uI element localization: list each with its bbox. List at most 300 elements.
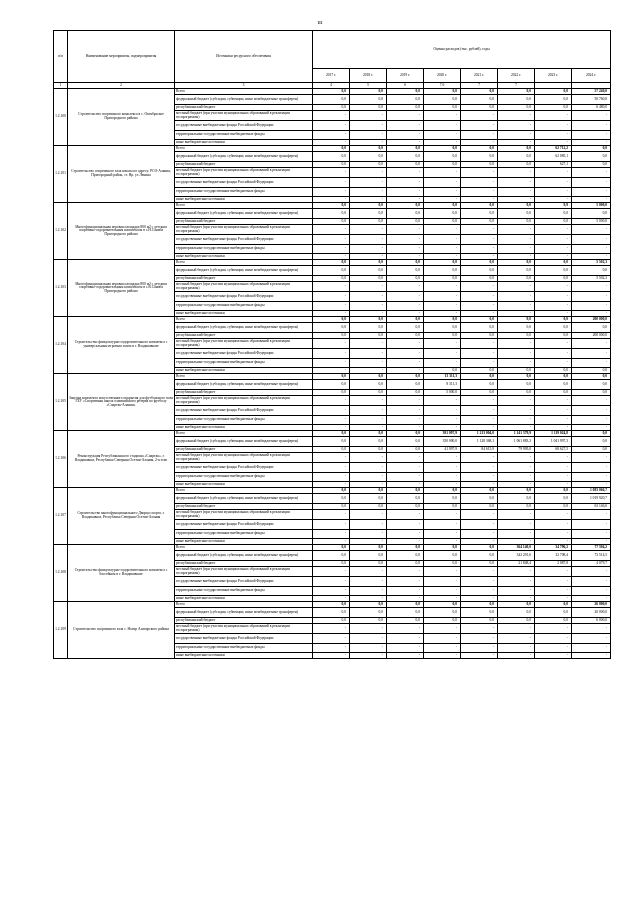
value-cell: -: [572, 453, 611, 463]
source-label: иные внебюджетные источники: [175, 425, 313, 431]
source-label: республиканский бюджет: [175, 219, 313, 225]
value-cell: -: [461, 245, 498, 254]
value-cell: -: [498, 577, 535, 587]
page-number: ııı: [317, 20, 323, 26]
value-cell: -: [498, 644, 535, 653]
value-cell: 0,0: [461, 162, 498, 168]
value-cell: 0,0: [424, 152, 461, 162]
value-cell: 0,0: [313, 146, 350, 152]
value-cell: 20 000,0: [572, 608, 611, 618]
value-cell: 0,0: [461, 618, 498, 624]
source-label: территориальные государственные внебюджетные фонды: [175, 530, 313, 539]
value-cell: 0,0: [313, 203, 350, 209]
source-label: иные внебюджетные источники: [175, 254, 313, 260]
header-index-cell: 4: [313, 83, 350, 89]
value-cell: 84 615,9: [461, 447, 498, 453]
value-cell: 0,0: [424, 504, 461, 510]
source-label: федеральный бюджет (субсидии, субвенции, иные межбюджетные трансферты): [175, 551, 313, 561]
value-cell: -: [535, 121, 572, 131]
value-cell: 0,0: [350, 390, 387, 396]
value-cell: 0,0: [424, 317, 461, 323]
value-cell: -: [461, 577, 498, 587]
header-year: 2024 г.: [572, 69, 611, 83]
value-cell: -: [350, 121, 387, 131]
value-cell: -: [387, 121, 424, 131]
value-cell: -: [498, 225, 535, 235]
value-cell: 0,0: [498, 89, 535, 95]
value-cell: -: [535, 111, 572, 121]
value-cell: -: [498, 406, 535, 416]
value-cell: 0,0: [313, 390, 350, 396]
source-label: местный бюджет (при участии муниципальных образований в реализации госпрограммы): [175, 225, 313, 235]
value-cell: -: [535, 140, 572, 146]
value-cell: -: [387, 577, 424, 587]
value-cell: -: [313, 482, 350, 488]
source-label: территориальные государственные внебюджетные фонды: [175, 473, 313, 482]
value-cell: -: [535, 653, 572, 659]
value-cell: 0,0: [350, 494, 387, 504]
source-label: иные внебюджетные источники: [175, 368, 313, 374]
value-cell: 0,0: [313, 488, 350, 494]
value-cell: -: [535, 235, 572, 245]
value-cell: -: [350, 425, 387, 431]
value-cell: -: [572, 111, 611, 121]
source-label: местный бюджет (при участии муниципальных образований в реализации госпрограммы): [175, 168, 313, 178]
value-cell: 0,0: [535, 602, 572, 608]
value-cell: 5 000,0: [424, 390, 461, 396]
value-cell: -: [350, 406, 387, 416]
value-cell: 0,0: [424, 333, 461, 339]
value-cell: -: [350, 453, 387, 463]
value-cell: -: [313, 359, 350, 368]
value-cell: 0,0: [461, 203, 498, 209]
source-label: территориальные государственные внебюджетные фонды: [175, 188, 313, 197]
value-cell: 0,0: [350, 447, 387, 453]
value-cell: 0,0: [350, 203, 387, 209]
value-cell: -: [572, 302, 611, 311]
value-cell: -: [498, 121, 535, 131]
item-number: 1.2.104: [54, 317, 68, 374]
value-cell: 0,0: [313, 602, 350, 608]
value-cell: 0,0: [461, 89, 498, 95]
value-cell: -: [498, 168, 535, 178]
value-cell: 0,0: [498, 219, 535, 225]
value-cell: -: [387, 644, 424, 653]
value-cell: -: [387, 359, 424, 368]
source-label: Всего: [175, 89, 313, 95]
value-cell: 34 796,2: [535, 545, 572, 551]
value-cell: -: [461, 111, 498, 121]
value-cell: 1 213 004,0: [461, 431, 498, 437]
value-cell: -: [313, 520, 350, 530]
value-cell: 0,0: [350, 209, 387, 219]
value-cell: -: [350, 339, 387, 349]
source-label: Всего: [175, 203, 313, 209]
value-cell: -: [424, 425, 461, 431]
value-cell: 0,0: [313, 219, 350, 225]
value-cell: 41 097,9: [424, 447, 461, 453]
value-cell: 0,0: [498, 152, 535, 162]
value-cell: -: [498, 510, 535, 520]
value-cell: 0,0: [498, 380, 535, 390]
value-cell: 68 627,5: [535, 447, 572, 453]
value-cell: 0,0: [350, 95, 387, 105]
value-cell: -: [424, 520, 461, 530]
value-cell: 0,0: [350, 276, 387, 282]
value-cell: -: [424, 624, 461, 634]
source-label: иные внебюджетные источники: [175, 140, 313, 146]
value-cell: 0,0: [424, 95, 461, 105]
value-cell: -: [387, 453, 424, 463]
value-cell: 0,0: [313, 437, 350, 447]
value-cell: -: [461, 530, 498, 539]
value-cell: 0,0: [313, 374, 350, 380]
value-cell: -: [387, 567, 424, 577]
value-cell: 26 000,0: [572, 602, 611, 608]
value-cell: -: [350, 624, 387, 634]
value-cell: -: [572, 339, 611, 349]
value-cell: -: [461, 168, 498, 178]
value-cell: 0,0: [424, 618, 461, 624]
value-cell: 0,0: [498, 105, 535, 111]
value-cell: 5 502,3: [572, 260, 611, 266]
value-cell: 0,0: [498, 488, 535, 494]
value-cell: -: [424, 482, 461, 488]
value-cell: -: [535, 644, 572, 653]
header-year: 2022 г.: [498, 69, 535, 83]
value-cell: -: [424, 131, 461, 140]
value-cell: 0,0: [350, 260, 387, 266]
value-cell: -: [424, 168, 461, 178]
value-cell: -: [387, 425, 424, 431]
value-cell: -: [350, 539, 387, 545]
value-cell: 0,0: [350, 561, 387, 567]
header-index-cell: 2: [68, 83, 175, 89]
value-cell: 0,0: [350, 162, 387, 168]
value-cell: -: [424, 644, 461, 653]
budget-table: [53, 30, 611, 659]
value-cell: -: [535, 339, 572, 349]
value-cell: -: [535, 396, 572, 406]
source-label: территориальные государственные внебюджетные фонды: [175, 587, 313, 596]
source-label: республиканский бюджет: [175, 276, 313, 282]
value-cell: -: [424, 339, 461, 349]
value-cell: -: [424, 463, 461, 473]
item-number: 1.2.101: [54, 146, 68, 203]
value-cell: -: [572, 359, 611, 368]
value-cell: -: [313, 111, 350, 121]
value-cell: 6 000,0: [572, 618, 611, 624]
source-label: государственные внебюджетные фонды Российской Федерации: [175, 178, 313, 188]
item-number: 1.2.107: [54, 488, 68, 545]
source-label: федеральный бюджет (субсидии, субвенции, иные межбюджетные трансферты): [175, 323, 313, 333]
value-cell: 73 514,5: [572, 551, 611, 561]
value-cell: -: [350, 282, 387, 292]
value-cell: -: [572, 644, 611, 653]
value-cell: -: [498, 302, 535, 311]
value-cell: 0,0: [572, 437, 611, 447]
value-cell: -: [498, 596, 535, 602]
value-cell: -: [572, 653, 611, 659]
value-cell: -: [424, 510, 461, 520]
value-cell: -: [313, 254, 350, 260]
value-cell: -: [572, 567, 611, 577]
value-cell: -: [387, 131, 424, 140]
value-cell: -: [498, 416, 535, 425]
value-cell: 0,0: [572, 374, 611, 380]
header-name: Наименование мероприятия, подмероприятия: [68, 31, 175, 83]
value-cell: -: [313, 121, 350, 131]
value-cell: 0,0: [424, 551, 461, 561]
value-cell: -: [461, 188, 498, 197]
value-cell: 1 041 997,3: [535, 437, 572, 447]
source-label: государственные внебюджетные фонды Российской Федерации: [175, 463, 313, 473]
value-cell: -: [535, 567, 572, 577]
value-cell: 0,0: [350, 146, 387, 152]
value-cell: -: [461, 596, 498, 602]
value-cell: 0,0: [387, 260, 424, 266]
source-label: государственные внебюджетные фонды Российской Федерации: [175, 349, 313, 359]
value-cell: -: [350, 235, 387, 245]
value-cell: -: [424, 577, 461, 587]
value-cell: -: [461, 416, 498, 425]
source-label: государственные внебюджетные фонды Российской Федерации: [175, 634, 313, 644]
value-cell: -: [461, 453, 498, 463]
value-cell: -: [461, 396, 498, 406]
value-cell: 6 480,0: [572, 105, 611, 111]
item-name: Строительство физкультурно-оздоровительного комплекса с универсальным игровым залом в г. Владикавказе: [68, 317, 175, 374]
value-cell: 0,0: [461, 608, 498, 618]
source-label: Всего: [175, 431, 313, 437]
value-cell: -: [313, 463, 350, 473]
value-cell: -: [313, 473, 350, 482]
value-cell: 0,0: [498, 203, 535, 209]
value-cell: -: [535, 254, 572, 260]
value-cell: -: [572, 482, 611, 488]
value-cell: -: [387, 349, 424, 359]
value-cell: 0,0: [535, 260, 572, 266]
value-cell: -: [387, 587, 424, 596]
source-label: иные внебюджетные источники: [175, 311, 313, 317]
value-cell: 0,0: [350, 89, 387, 95]
value-cell: 0,0: [498, 323, 535, 333]
value-cell: -: [350, 634, 387, 644]
value-cell: 0,0: [461, 146, 498, 152]
value-cell: 391 097,9: [424, 431, 461, 437]
value-cell: 0,0: [535, 89, 572, 95]
value-cell: 0,0: [350, 266, 387, 276]
value-cell: 0,0: [424, 105, 461, 111]
value-cell: 0,0: [387, 89, 424, 95]
value-cell: -: [498, 624, 535, 634]
value-cell: -: [424, 359, 461, 368]
value-cell: 0,0: [387, 551, 424, 561]
value-cell: 0,0: [461, 323, 498, 333]
value-cell: 0,0: [387, 209, 424, 219]
value-cell: 0,0: [535, 494, 572, 504]
value-cell: 0,0: [387, 608, 424, 618]
value-cell: 0,0: [387, 105, 424, 111]
value-cell: -: [387, 168, 424, 178]
value-cell: -: [535, 197, 572, 203]
source-label: Всего: [175, 545, 313, 551]
source-label: иные внебюджетные источники: [175, 197, 313, 203]
value-cell: -: [350, 292, 387, 302]
value-cell: -: [313, 530, 350, 539]
value-cell: -: [572, 349, 611, 359]
source-label: Всего: [175, 488, 313, 494]
value-cell: 364 140,0: [498, 545, 535, 551]
value-cell: -: [498, 567, 535, 577]
value-cell: -: [350, 188, 387, 197]
value-cell: 0,0: [313, 608, 350, 618]
source-label: федеральный бюджет (субсидии, субвенции, иные межбюджетные трансферты): [175, 608, 313, 618]
source-label: республиканский бюджет: [175, 504, 313, 510]
value-cell: 0,0: [350, 504, 387, 510]
value-cell: -: [350, 245, 387, 254]
value-cell: -: [461, 339, 498, 349]
value-cell: -: [313, 235, 350, 245]
value-cell: 0,0: [313, 380, 350, 390]
value-cell: -: [461, 624, 498, 634]
source-label: республиканский бюджет: [175, 618, 313, 624]
value-cell: -: [313, 653, 350, 659]
item-name: Реконструкция Республиканского стадиона «Спартак», г. Владикавказ, Республика Северная Осетия-Алания, 2-я этап: [68, 431, 175, 488]
value-cell: 0,0: [498, 608, 535, 618]
source-label: республиканский бюджет: [175, 561, 313, 567]
item-number: 1.2.105: [54, 374, 68, 431]
source-label: республиканский бюджет: [175, 447, 313, 453]
value-cell: -: [572, 225, 611, 235]
value-cell: 0,0: [350, 323, 387, 333]
value-cell: 0,0: [535, 380, 572, 390]
value-cell: -: [424, 453, 461, 463]
value-cell: -: [350, 653, 387, 659]
value-cell: 1 128 368,1: [461, 437, 498, 447]
value-cell: -: [350, 111, 387, 121]
value-cell: 0,0: [387, 323, 424, 333]
value-cell: -: [461, 406, 498, 416]
value-cell: -: [350, 577, 387, 587]
value-cell: -: [424, 311, 461, 317]
value-cell: 0,0: [424, 162, 461, 168]
value-cell: -: [424, 111, 461, 121]
source-label: республиканский бюджет: [175, 105, 313, 111]
value-cell: -: [350, 473, 387, 482]
value-cell: 2 087,8: [535, 561, 572, 567]
value-cell: -: [313, 339, 350, 349]
value-cell: -: [424, 634, 461, 644]
value-cell: -: [424, 197, 461, 203]
value-cell: -: [535, 302, 572, 311]
value-cell: 0,0: [498, 146, 535, 152]
source-label: Всего: [175, 260, 313, 266]
item-name: Многофункциональная игровая площадка 800 м2 с детским спортивно-оздоровительным комплексом в с.В.Саниба Пригородного района: [68, 260, 175, 317]
value-cell: -: [350, 311, 387, 317]
value-cell: -: [350, 359, 387, 368]
source-label: федеральный бюджет (субсидии, субвенции, иные межбюджетные трансферты): [175, 494, 313, 504]
value-cell: 1 119 024,8: [535, 431, 572, 437]
value-cell: 0,0: [313, 561, 350, 567]
value-cell: -: [498, 339, 535, 349]
source-label: территориальные государственные внебюджетные фонды: [175, 359, 313, 368]
value-cell: -: [387, 406, 424, 416]
value-cell: -: [498, 311, 535, 317]
value-cell: 0,0: [572, 323, 611, 333]
source-label: территориальные государственные внебюджетные фонды: [175, 131, 313, 140]
value-cell: 0,0: [535, 317, 572, 323]
value-cell: -: [461, 302, 498, 311]
value-cell: -: [387, 463, 424, 473]
value-cell: 0,0: [313, 317, 350, 323]
value-cell: -: [350, 140, 387, 146]
value-cell: 5 502,3: [572, 276, 611, 282]
value-cell: -: [535, 225, 572, 235]
value-cell: 0,0: [535, 209, 572, 219]
value-cell: 0,0: [424, 561, 461, 567]
value-cell: -: [424, 530, 461, 539]
header-index-cell: 5: [350, 83, 387, 89]
value-cell: 0,0: [424, 203, 461, 209]
value-cell: 0,0: [572, 447, 611, 453]
value-cell: -: [350, 178, 387, 188]
value-cell: -: [387, 111, 424, 121]
header-index-cell: 3: [175, 83, 313, 89]
value-cell: -: [535, 131, 572, 140]
source-label: Всего: [175, 317, 313, 323]
value-cell: 0,0: [461, 260, 498, 266]
value-cell: 0,0: [461, 380, 498, 390]
value-cell: 350 000,0: [424, 437, 461, 447]
value-cell: -: [535, 359, 572, 368]
value-cell: -: [461, 197, 498, 203]
source-label: государственные внебюджетные фонды Российской Федерации: [175, 121, 313, 131]
value-cell: -: [313, 596, 350, 602]
source-label: государственные внебюджетные фонды Российской Федерации: [175, 406, 313, 416]
value-cell: -: [572, 197, 611, 203]
value-cell: -: [313, 416, 350, 425]
value-cell: 0,0: [313, 551, 350, 561]
header-year: 2023 г.: [535, 69, 572, 83]
value-cell: 0,0: [313, 333, 350, 339]
value-cell: 0,0: [535, 95, 572, 105]
source-label: местный бюджет (при участии муниципальных образований в реализации госпрограммы): [175, 111, 313, 121]
item-number: 1.2.100: [54, 89, 68, 146]
value-cell: 0,0: [387, 561, 424, 567]
value-cell: 0,0: [535, 219, 572, 225]
source-label: местный бюджет (при участии муниципальных образований в реализации госпрограммы): [175, 396, 313, 406]
value-cell: -: [350, 463, 387, 473]
value-cell: -: [461, 121, 498, 131]
value-cell: -: [535, 587, 572, 596]
value-cell: -: [572, 245, 611, 254]
value-cell: -: [535, 168, 572, 178]
value-cell: -: [387, 311, 424, 317]
value-cell: -: [461, 282, 498, 292]
value-cell: 0,0: [498, 494, 535, 504]
value-cell: 0,0: [313, 95, 350, 105]
value-cell: 0,0: [535, 608, 572, 618]
value-cell: -: [424, 254, 461, 260]
value-cell: 0,0: [313, 266, 350, 276]
value-cell: -: [387, 302, 424, 311]
source-label: территориальные государственные внебюджетные фонды: [175, 644, 313, 653]
value-cell: -: [313, 178, 350, 188]
value-cell: 0,0: [350, 618, 387, 624]
value-cell: -: [572, 520, 611, 530]
value-cell: 0,0: [572, 146, 611, 152]
value-cell: 0,0: [424, 608, 461, 618]
